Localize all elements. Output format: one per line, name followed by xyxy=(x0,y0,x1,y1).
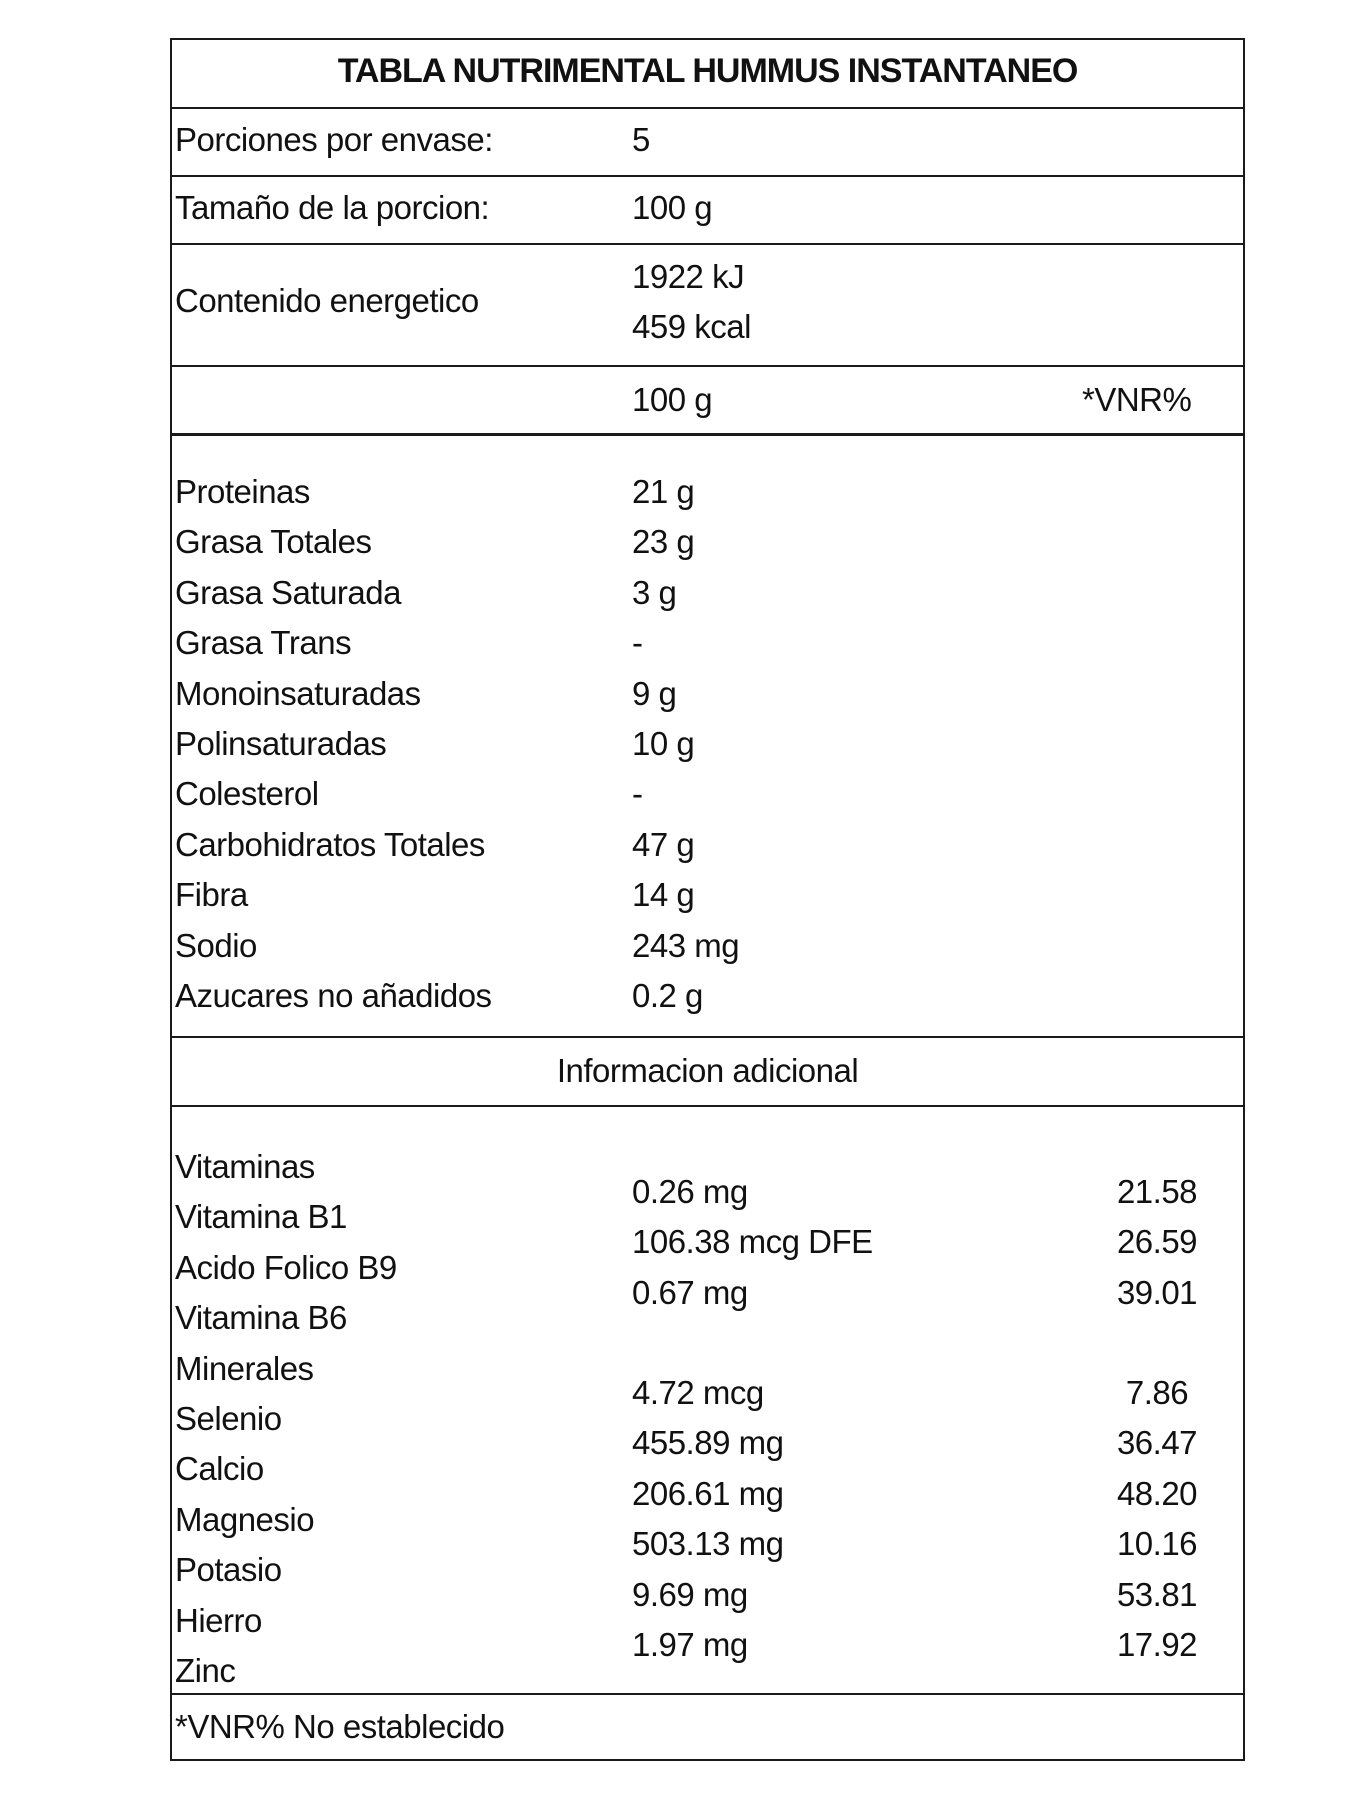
minerals-heading: Minerales xyxy=(175,1349,314,1387)
mineral-name: Selenio xyxy=(175,1399,282,1437)
nutrient-amount: 47 g xyxy=(632,825,695,863)
divider xyxy=(172,1693,1243,1695)
vitamin-vnr: 39.01 xyxy=(1116,1273,1198,1311)
nutrient-row xyxy=(172,517,1243,567)
vitamin-amount: 106.38 mcg DFE xyxy=(632,1223,873,1261)
vitamin-value-row xyxy=(172,1167,1243,1217)
table-title: TABLA NUTRIMENTAL HUMMUS INSTANTANEO xyxy=(337,52,1078,90)
nutrient-name: Fibra xyxy=(175,876,248,914)
nutrient-amount: 10 g xyxy=(632,724,695,762)
divider xyxy=(172,365,1243,367)
amount-column-header: 100 g xyxy=(632,381,713,418)
mineral-name: Magnesio xyxy=(175,1500,315,1538)
nutrient-name: Grasa Trans xyxy=(175,624,352,662)
nutrient-name: Carbohidratos Totales xyxy=(175,825,485,863)
nutrient-name: Azucares no añadidos xyxy=(175,976,492,1014)
nutrient-name: Proteinas xyxy=(175,473,310,510)
divider xyxy=(172,175,1243,177)
mineral-amount: 1.97 mg xyxy=(632,1625,748,1663)
vitamin-name: Acido Folico B9 xyxy=(175,1248,397,1286)
nutrient-name: Sodio xyxy=(175,926,257,964)
mineral-vnr: 48.20 xyxy=(1116,1474,1198,1512)
servings-label: Porciones por envase: xyxy=(175,121,493,158)
nutrient-row xyxy=(172,467,1243,517)
mineral-amount: 206.61 mg xyxy=(632,1474,784,1512)
additional-info-header: Informacion adicional xyxy=(556,1052,859,1089)
vitamin-name: Vitamina B6 xyxy=(175,1299,347,1337)
mineral-vnr: 17.92 xyxy=(1116,1625,1198,1663)
energy-label: Contenido energetico xyxy=(175,282,479,319)
nutrient-name: Polinsaturadas xyxy=(175,724,387,762)
mineral-name: Hierro xyxy=(175,1601,262,1639)
nutrient-amount: 3 g xyxy=(632,573,677,611)
nutrient-amount: 243 mg xyxy=(632,926,740,964)
nutrient-name: Grasa Totales xyxy=(175,523,372,561)
nutrient-list xyxy=(172,467,1243,1021)
nutrient-row xyxy=(172,971,1243,1021)
nutrient-amount: - xyxy=(632,775,643,813)
vitamin-amount: 0.26 mg xyxy=(632,1173,748,1210)
servings-value: 5 xyxy=(632,121,650,158)
vitamins-heading: Vitaminas xyxy=(175,1148,315,1185)
divider xyxy=(172,1105,1243,1107)
divider xyxy=(172,1036,1243,1038)
nutrient-amount: 21 g xyxy=(632,473,695,510)
mineral-values xyxy=(172,1368,1243,1670)
vitamin-vnr: 21.58 xyxy=(1116,1173,1198,1210)
mineral-value-row xyxy=(172,1469,1243,1519)
mineral-name: Zinc xyxy=(175,1651,236,1689)
nutrient-row xyxy=(172,870,1243,920)
mineral-vnr: 7.86 xyxy=(1125,1374,1189,1411)
mineral-amount: 4.72 mcg xyxy=(632,1374,764,1411)
nutrient-amount: 0.2 g xyxy=(632,976,703,1014)
nutrient-row xyxy=(172,618,1243,668)
mineral-name: Calcio xyxy=(175,1450,264,1488)
divider xyxy=(172,243,1243,245)
mineral-amount: 455.89 mg xyxy=(632,1424,784,1462)
nutrient-name: Monoinsaturadas xyxy=(175,674,421,712)
nutrient-row xyxy=(172,719,1243,769)
mineral-value-row xyxy=(172,1620,1243,1670)
mineral-value-row xyxy=(172,1418,1243,1468)
footnote: *VNR% No establecido xyxy=(175,1708,505,1745)
nutrient-row xyxy=(172,568,1243,618)
mineral-vnr: 36.47 xyxy=(1116,1424,1198,1462)
nutrient-name: Grasa Saturada xyxy=(175,573,401,611)
mineral-vnr: 53.81 xyxy=(1116,1575,1198,1613)
nutrition-table xyxy=(170,38,1245,1761)
divider xyxy=(172,433,1243,436)
nutrient-row xyxy=(172,921,1243,971)
nutrient-amount: - xyxy=(632,624,643,662)
vitamin-name: Vitamina B1 xyxy=(175,1198,347,1236)
nutrient-row xyxy=(172,769,1243,819)
vitamin-amount: 0.67 mg xyxy=(632,1273,748,1311)
energy-kcal: 459 kcal xyxy=(632,308,751,345)
mineral-amount: 9.69 mg xyxy=(632,1575,748,1613)
nutrient-amount: 14 g xyxy=(632,876,695,914)
nutrient-amount: 23 g xyxy=(632,523,695,561)
vitamin-value-row xyxy=(172,1217,1243,1267)
nutrient-amount: 9 g xyxy=(632,674,677,712)
serving-size-value: 100 g xyxy=(632,189,713,226)
vitamin-value-row xyxy=(172,1268,1243,1318)
serving-size-label: Tamaño de la porcion: xyxy=(175,189,490,226)
energy-kj: 1922 kJ xyxy=(632,258,745,295)
vnr-column-header: *VNR% xyxy=(1082,381,1192,418)
mineral-value-row xyxy=(172,1570,1243,1620)
mineral-vnr: 10.16 xyxy=(1116,1525,1198,1563)
nutrient-row xyxy=(172,820,1243,870)
mineral-amount: 503.13 mg xyxy=(632,1525,784,1563)
mineral-name: Potasio xyxy=(175,1551,282,1589)
vitamin-vnr: 26.59 xyxy=(1116,1223,1198,1261)
mineral-value-row xyxy=(172,1368,1243,1418)
nutrient-row xyxy=(172,669,1243,719)
vitamin-values xyxy=(172,1167,1243,1318)
mineral-value-row xyxy=(172,1519,1243,1569)
divider xyxy=(172,107,1243,109)
nutrient-name: Colesterol xyxy=(175,775,319,813)
